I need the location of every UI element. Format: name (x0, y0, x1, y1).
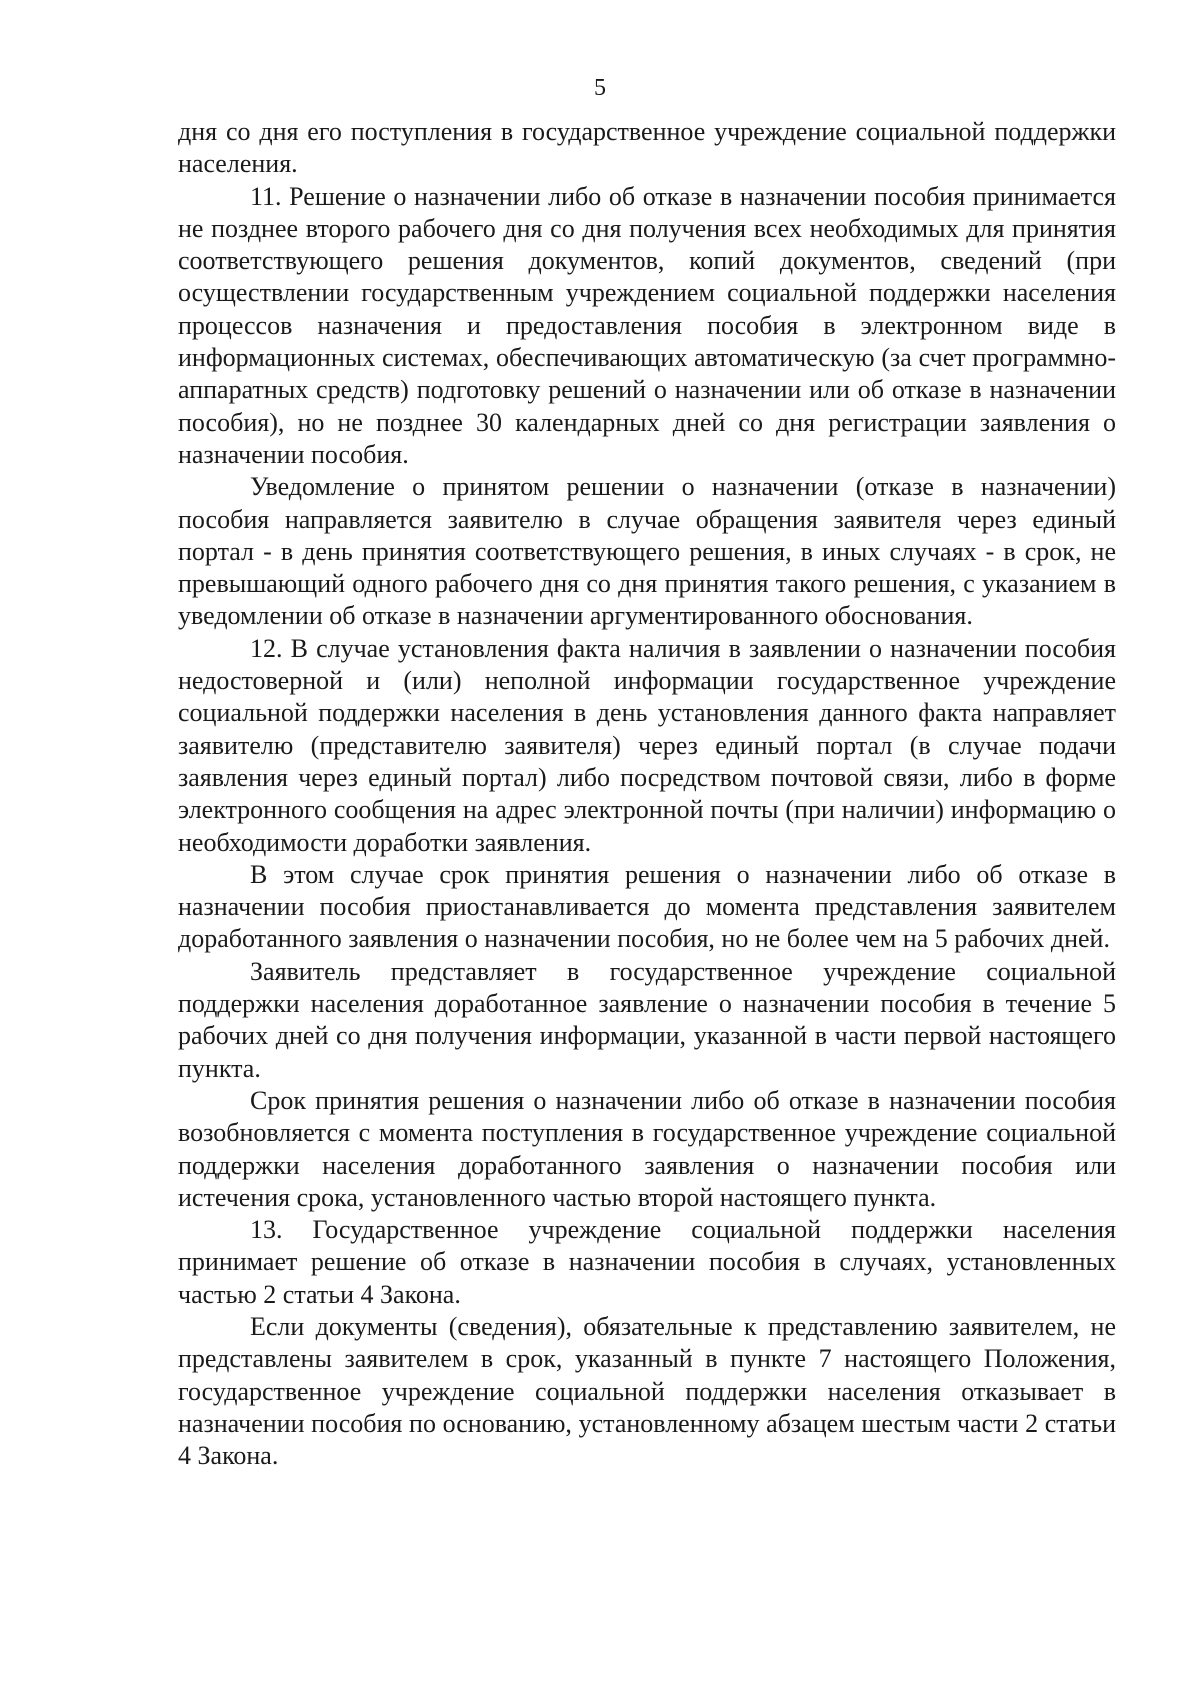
paragraph-continuation: дня со дня его поступления в государственное учреждение социальной поддержки населения. (178, 117, 1116, 179)
paragraph-resumption: Срок принятия решения о назначении либо об отказе в назначении пособия возобновляется с момента поступления в государственное учреждение социальной поддержки населения доработанного заявления о назначении пособия или истечения срока, установленного частью второй настоящего пункта. (178, 1085, 1116, 1212)
document-body (178, 116, 1116, 1472)
paragraph-clause-13: 13. Государственное учреждение социальной поддержки населения принимает решение об отказе в назначении пособия в случаях, установленных частью 2 статьи 4 Закона. (178, 1215, 1116, 1309)
paragraph-clause-12: 12. В случае установления факта наличия в заявлении о назначении пособия недостоверной и (или) неполной информации государственное учреждение социальной поддержки населения в день установления данного факта направляет заявителю (представителю заявителя) через единый портал (в случае подачи заявления через единый портал) либо посредством почтовой связи, либо в форме электронного сообщения на адрес электронной почты (при наличии) информацию о необходимости доработки заявления. (178, 633, 1116, 857)
page-number: 5 (594, 75, 606, 101)
paragraph-clause-11: 11. Решение о назначении либо об отказе в назначении пособия принимается не позднее второго рабочего дня со дня получения всех необходимых для принятия соответствующего решения документов, копий документов, сведений (при осуществлении государственным учреждением социальной поддержки населения процессов назначения и предоставления пособия в электронном виде в информационных системах, обеспечивающих автоматическую (за счет программно-аппаратных средств) подготовку решений о назначении или об отказе в назначении пособия), но не позднее 30 календарных дней со дня регистрации заявления о назначении пособия. (178, 181, 1116, 469)
paragraph-resubmission: Заявитель представляет в государственное учреждение социальной поддержки населения доработанное заявление о назначении пособия в течение 5 рабочих дней со дня получения информации, указанной в части первой настоящего пункта. (178, 956, 1116, 1083)
paragraph-suspension: В этом случае срок принятия решения о назначении либо об отказе в назначении пособия приостанавливается до момента представления заявителем доработанного заявления о назначении пособия, но не более чем на 5 рабочих дней. (178, 859, 1116, 954)
paragraph-refusal-grounds: Если документы (сведения), обязательные к представлению заявителем, не представлены заявителем в срок, указанный в пункте 7 настоящего Положения, государственное учреждение социальной поддержки населения отказывает в назначении пособия по основанию, установленному абзацем шестым части 2 статьи 4 Закона. (178, 1311, 1116, 1471)
paragraph-notification: Уведомление о принятом решении о назначении (отказе в назначении) пособия направляется заявителю в случае обращения заявителя через единый портал - в день принятия соответствующего решения, в иных случаях - в срок, не превышающий одного рабочего дня со дня принятия такого решения, с указанием в уведомлении об отказе в назначении аргументированного обоснования. (178, 472, 1116, 631)
